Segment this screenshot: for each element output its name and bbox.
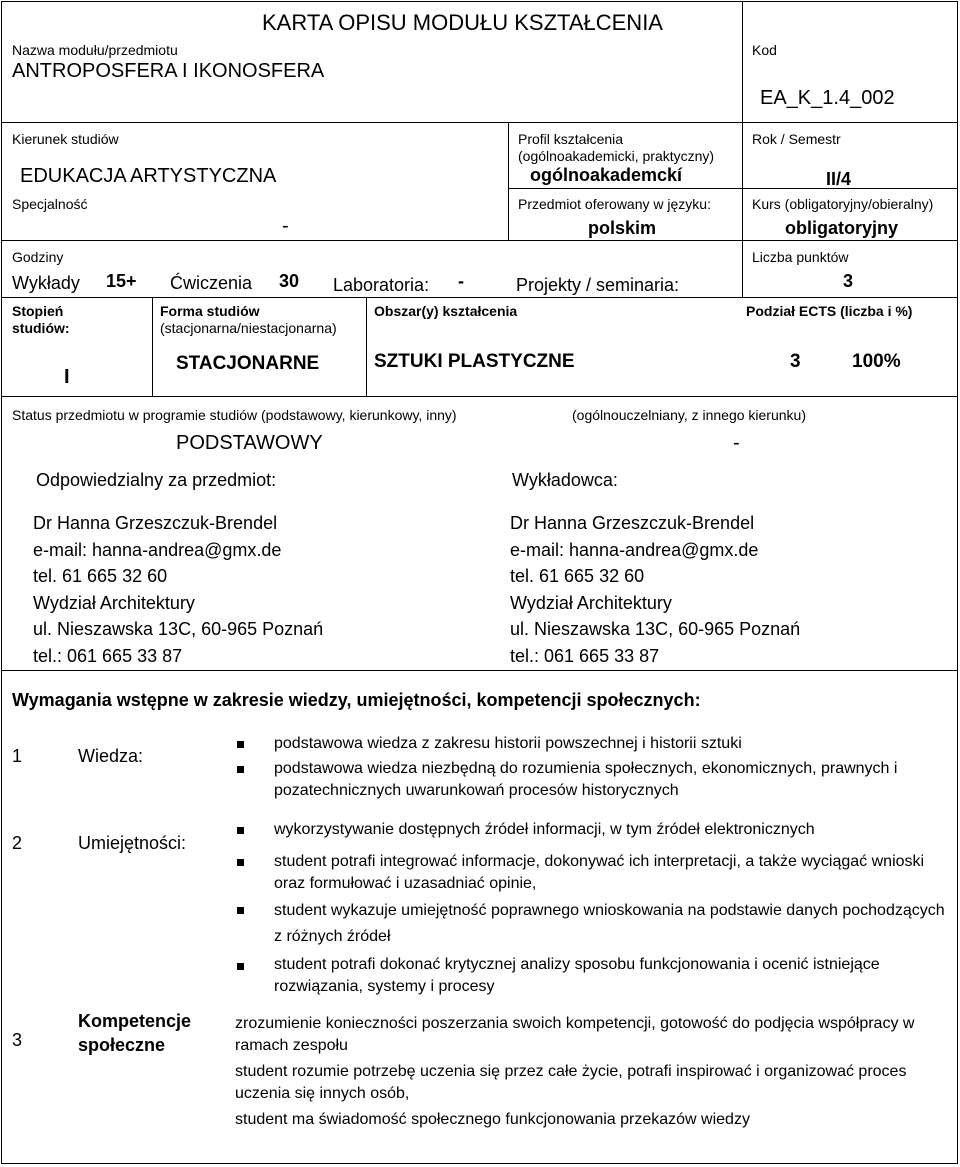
border-left (1, 1, 2, 1163)
direction-value: EDUKACJA ARTYSTYCZNA (20, 165, 277, 187)
competences-number: 3 (12, 1030, 23, 1050)
specialty-label: Specjalność (12, 196, 88, 212)
responsible-contact (33, 510, 323, 669)
code-label: Kod (752, 42, 777, 58)
ects-points-value: 3 (843, 271, 854, 291)
bullet-square-icon (237, 963, 244, 970)
lecturer-contact (510, 510, 800, 669)
border-row-4 (1, 297, 958, 298)
study-form-label: Forma studiów (160, 303, 260, 319)
responsible-phone: tel. 61 665 32 60 (33, 566, 168, 586)
responsible-address: ul. Nieszawska 13C, 60-965 Poznań (33, 619, 324, 639)
bullet-square-icon (237, 907, 244, 914)
border-row-1 (1, 122, 958, 123)
responsible-name: Dr Hanna Grzeszczuk-Brendel (33, 513, 278, 533)
competences-item: student ma świadomość społecznego funkcjonowania przekazów wiedzy (235, 1111, 750, 1128)
areas-label: Obszar(y) kształcenia (374, 303, 518, 319)
labs-value: - (458, 271, 464, 291)
bullet-square-icon (237, 741, 244, 748)
knowledge-item: podstawowa wiedza niezbędną do rozumienia społecznych, ekonomicznych, prawnych i pozatechnicznych uwarunkowań procesów historycznych (274, 760, 898, 799)
responsible-phone-2: tel.: 061 665 33 87 (33, 645, 183, 666)
course-type-value: obligatoryjny (785, 218, 899, 238)
exercises-label: Ćwiczenia (170, 273, 253, 293)
projects-label: Projekty / seminaria: (516, 275, 680, 295)
course-type-label: Kurs (obligatoryjny/obieralny) (752, 196, 934, 212)
status-general-label: (ogólnouczelniany, z innego kierunku) (572, 407, 806, 423)
skills-number: 2 (12, 833, 23, 853)
profile-label-hint: (ogólnoakademicki, praktyczny) (518, 148, 715, 164)
labs-label: Laboratoria: (333, 275, 430, 295)
ects-split-percent: 100% (852, 351, 901, 372)
competences-label: Kompetencje (78, 1011, 192, 1031)
module-name-value: ANTROPOSFERA I IKONOSFERA (12, 60, 325, 82)
year-semester-value: II/4 (826, 169, 852, 189)
ects-split-label: Podział ECTS (liczba i %) (746, 303, 913, 319)
degree-value: I (64, 366, 70, 388)
competences-label-line2: społeczne (78, 1035, 166, 1055)
code-value: EA_K_1.4_002 (760, 87, 895, 109)
ects-split-points: 3 (790, 351, 801, 372)
lecturer-name: Dr Hanna Grzeszczuk-Brendel (510, 513, 755, 533)
border-row-6 (1, 670, 958, 671)
exercises-value: 30 (279, 271, 300, 291)
status-label: Status przedmiotu w programie studiów (podstawowy, kierunkowy, inny) (12, 407, 457, 423)
lecturer-faculty: Wydział Architektury (510, 592, 672, 613)
border-bottom (1, 1163, 958, 1164)
border-right (957, 1, 958, 1163)
study-form-value: STACJONARNE (176, 353, 320, 374)
knowledge-number: 1 (12, 746, 23, 766)
card-title: KARTA OPISU MODUŁU KSZTAŁCENIA (262, 10, 663, 35)
lectures-value: 15+ (106, 271, 137, 291)
bullet-square-icon (237, 827, 244, 834)
degree-label-line2: studiów: (12, 320, 70, 336)
competences-item: student rozumie potrzebę uczenia się przez całe życie, potrafi inspirować i organizować proces uczenia się innych osób, (235, 1063, 907, 1102)
status-general-value: - (733, 432, 740, 454)
lecturer-label: Wykładowca: (512, 470, 618, 490)
status-value: PODSTAWOWY (176, 432, 323, 454)
skills-item: wykorzystywanie dostępnych źródeł informacji, w tym źródeł elektronicznych (274, 821, 815, 838)
year-semester-label: Rok / Semestr (752, 131, 841, 147)
border-row-3 (1, 240, 958, 241)
competences-item: zrozumienie konieczności poszerzania swoich kompetencji, gotowość do podjęcia współpracy w ramach zespołu (235, 1015, 915, 1054)
skills-item: student potrafi dokonać krytycznej analizy sposobu funkcjonowania i ocenić istniejące rozwiązania, systemy i procesy (274, 956, 880, 995)
profile-label: Profil kształcenia (518, 131, 624, 147)
degree-label: Stopień (12, 303, 64, 319)
border-col-area (366, 297, 367, 396)
language-label: Przedmiot oferowany w języku: (518, 196, 711, 212)
border-col-form (152, 297, 153, 396)
lecturer-phone-2: tel.: 061 665 33 87 (510, 645, 660, 666)
responsible-email: e-mail: hanna-andrea@gmx.de (33, 539, 282, 560)
ects-points-label: Liczba punktów (752, 249, 849, 265)
profile-value: ogólnoakademckí (530, 165, 683, 185)
bullet-square-icon (237, 766, 244, 773)
lecturer-phone: tel. 61 665 32 60 (510, 566, 645, 586)
responsible-label: Odpowiedzialny za przedmiot: (36, 470, 277, 490)
lectures-label: Wykłady (12, 273, 80, 293)
hours-label: Godziny (12, 249, 64, 265)
border-col-code (742, 1, 743, 297)
knowledge-label: Wiedza: (78, 746, 144, 766)
lecturer-address: ul. Nieszawska 13C, 60-965 Poznań (510, 619, 801, 639)
responsible-faculty: Wydział Architektury (33, 592, 195, 613)
language-value: polskim (588, 218, 657, 238)
module-name-label: Nazwa modułu/przedmiotu (12, 42, 178, 58)
skills-label: Umiejętności: (78, 833, 187, 853)
requirements-heading: Wymagania wstępne w zakresie wiedzy, umiejętności, kompetencji społecznych: (12, 690, 701, 710)
border-row-2 (508, 188, 958, 189)
border-top (1, 1, 958, 2)
border-col-profile (508, 122, 509, 240)
border-row-5 (1, 396, 958, 397)
direction-label: Kierunek studiów (12, 131, 119, 147)
lecturer-email: e-mail: hanna-andrea@gmx.de (510, 539, 759, 560)
study-form-hint: (stacjonarna/niestacjonarna) (160, 320, 337, 336)
knowledge-item: podstawowa wiedza z zakresu historii powszechnej i historii sztuki (274, 735, 742, 752)
bullet-square-icon (237, 859, 244, 866)
skills-item: student wykazuje umiejętność poprawnego wnioskowania na podstawie danych pochodzących z różnych źródeł (274, 902, 945, 945)
specialty-value: - (282, 215, 289, 237)
areas-value: SZTUKI PLASTYCZNE (374, 351, 575, 372)
skills-item: student potrafi integrować informacje, dokonywać ich interpretacji, a także wyciągać wnioski oraz formułować i uzasadniać opinie, (274, 853, 925, 892)
